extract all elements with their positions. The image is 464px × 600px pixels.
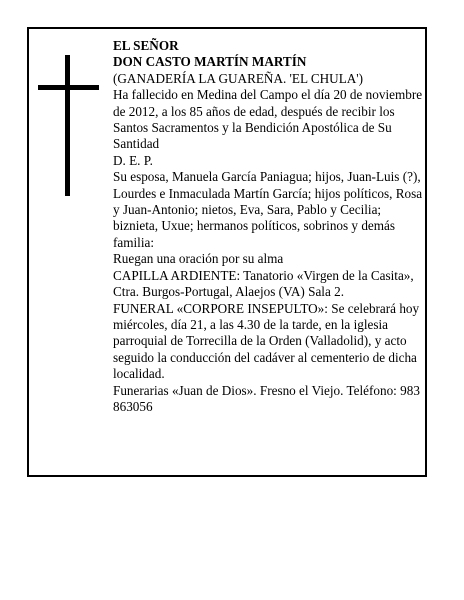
heading-title: EL SEÑOR [113, 38, 179, 53]
deceased-nickname: (GANADERÍA LA GUAREÑA. 'EL CHULA') [113, 70, 364, 86]
death-notice: Ha fallecido en Medina del Campo el día 20 de noviembre de 2012, a los 85 años de edad, después de recibir los Santos Sacramentos y la Bendición Apostólica de Su Santidad [113, 87, 423, 152]
cross-vertical-bar [65, 55, 70, 196]
cross-icon [38, 55, 99, 196]
dep-abbreviation: D. E. P. [113, 152, 153, 168]
chapel-info: CAPILLA ARDIENTE: Tanatorio «Virgen de la Casita», Ctra. Burgos-Portugal, Alaejos (VA) Sala 2. [113, 267, 414, 300]
prayer-request: Ruegan una oración por su alma [113, 251, 284, 267]
funeral-home-info: Funerarias «Juan de Dios». Fresno el Viejo. Teléfono: 983 863056 [113, 382, 420, 414]
obituary-text [113, 38, 424, 415]
funeral-info: FUNERAL «CORPORE INSEPULTO»: Se celebrará hoy miércoles, día 21, a las 4.30 de la tarde, en la iglesia parroquial de Torrecilla de la Orden (Valladolid), y acto seguido la conducción del cadáver al cementerio de dicha localidad. [113, 300, 420, 382]
cross-horizontal-bar [38, 85, 99, 90]
family-list: Su esposa, Manuela García Paniagua; hijos, Juan-Luis (?), Lourdes e Inmaculada Martín García; hijos políticos, Rosa y Juan-Antonio; nietos, Eva, Sara, Pablo y Cecilia; biznieta, Uxue; hermanos políticos, sobrinos y demás familia: [113, 169, 423, 250]
deceased-name: DON CASTO MARTÍN MARTÍN [113, 54, 307, 70]
